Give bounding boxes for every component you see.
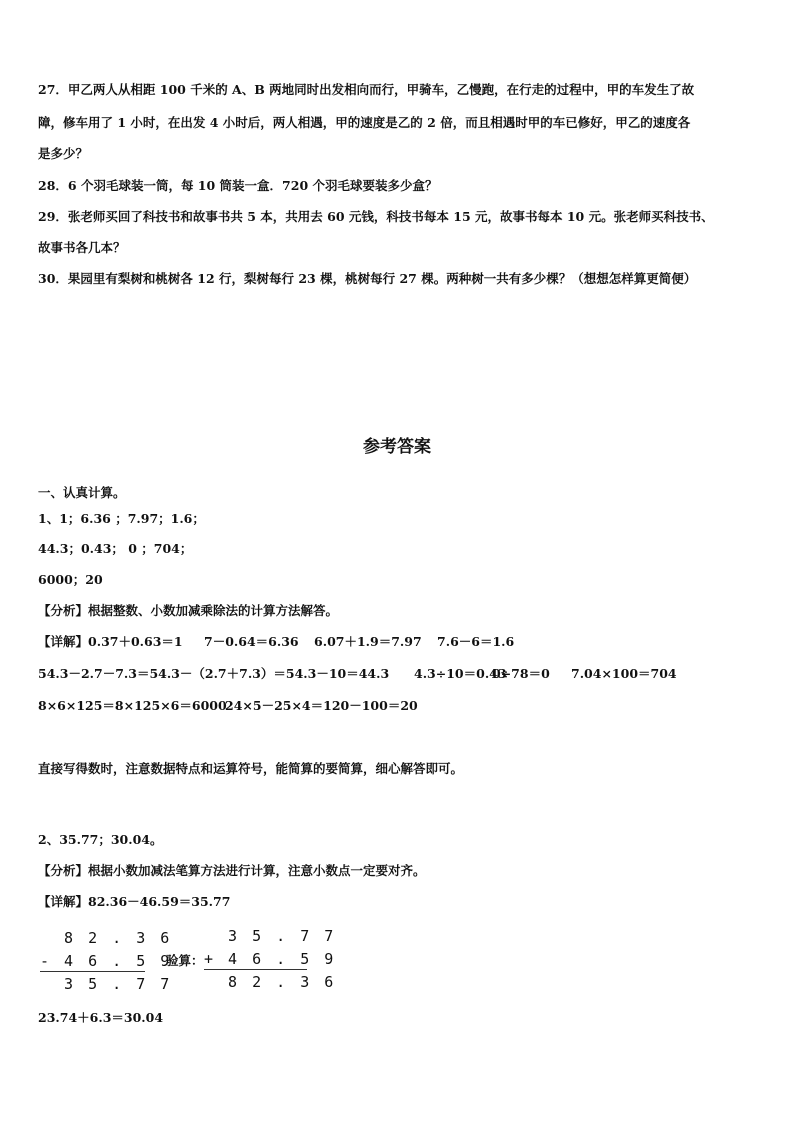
question-29-line-2: 故事书各几本？ [38,240,126,255]
answer-1-line-2: 44.3；0.43； 0 ；704； [38,541,193,556]
calc-item: 6.07＋1.9＝7.97 [314,634,422,649]
check-label: 验算： [166,953,204,968]
answer-1-detail [38,633,514,651]
vertical-top-row: 3 5 . 7 7 [204,927,337,945]
calc-item: 54.3－2.7－7.3＝54.3－（2.7＋7.3）＝54.3－10＝44.3 [38,666,390,681]
answer-1-row-2 [38,665,677,683]
question-28: 28．6 个羽毛球装一筒，每 10 筒装一盒．720 个羽毛球要装多少盒？ [38,178,438,193]
answer-2-analysis: 【分析】根据小数加减法笔算方法进行计算，注意小数点一定要对齐。 [38,863,426,878]
vertical-top-row: 8 2 . 3 6 [40,929,173,947]
answer-title: 参考答案 [363,437,431,457]
answer-1-note: 直接写得数时，注意数据特点和运算符号，能简算的要简算，细心解答即可。 [38,761,464,776]
calc-item: 4.3÷10＝0.43 [414,666,507,681]
question-27-line-2: 障，修车用了 1 小时，在出发 4 小时后，两人相遇，甲的速度是乙的 2 倍，而且相遇时甲的车已修好，甲乙的速度各 [38,115,691,130]
answer-2-last: 23.74＋6.3＝30.04 [38,1010,164,1025]
calc-item: 0÷78＝0 [492,666,550,681]
answer-1-row-3 [38,697,418,715]
vertical-result-row: 8 2 . 3 6 [204,973,337,991]
vertical-result-row: 3 5 . 7 7 [40,975,173,993]
section-heading: 一、认真计算。 [38,485,126,500]
calc-item: 0.37＋0.63＝1 [88,634,183,649]
vertical-rule [40,971,145,972]
vertical-rule [204,969,307,970]
calc-item: 7－0.64＝6.36 [204,634,299,649]
detail-label: 【详解】 [38,634,89,649]
question-29-line-1: 29．张老师买回了科技书和故事书共 5 本，共用去 60 元钱，科技书每本 15 元，故事书每本 10 元。张老师买科技书、 [38,209,714,224]
calc-item: 8×6×125＝8×125×6＝6000 [38,698,227,713]
answer-1-analysis: 【分析】根据整数、小数加减乘除法的计算方法解答。 [38,603,339,618]
answer-2-line-1: 2、35.77；30.04。 [38,832,163,847]
question-30: 30．果园里有梨树和桃树各 12 行，梨树每行 23 棵，桃树每行 27 棵。两种树一共有多少棵？（想想怎样算更简便） [38,271,697,286]
vertical-middle-row: - 4 6 . 5 9 [40,952,173,970]
calc-item: 7.04×100＝704 [571,666,677,681]
calc-item: 7.6－6＝1.6 [437,634,515,649]
vertical-middle-row: + 4 6 . 5 9 [204,950,337,968]
answer-2-detail: 【详解】82.36－46.59＝35.77 [38,894,231,909]
question-27-line-1: 27．甲乙两人从相距 100 千米的 A、B 两地同时出发相向而行，甲骑车，乙慢跑，在行走的过程中，甲的车发生了故 [38,82,695,97]
question-27-line-3: 是多少？ [38,146,89,161]
answer-1-line-1: 1、1；6.36 ；7.97；1.6； [38,511,205,526]
calc-item: 24×5－25×4＝120－100＝20 [225,698,418,713]
answer-1-line-3: 6000；20 [38,572,103,587]
